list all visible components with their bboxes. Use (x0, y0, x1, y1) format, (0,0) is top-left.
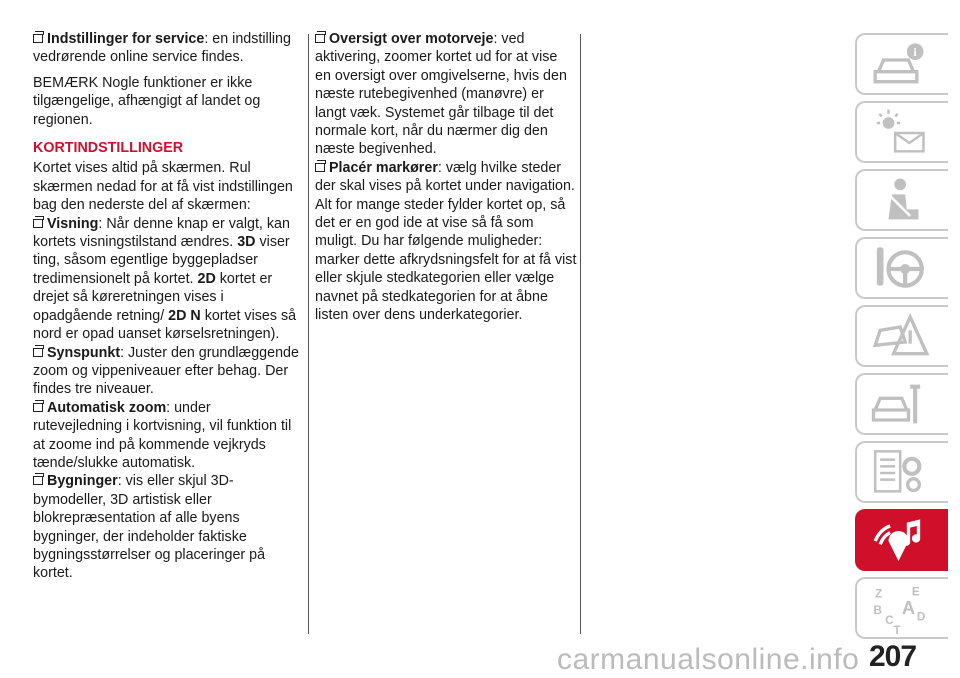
bullet-icon (33, 403, 43, 412)
autozoom-paragraph (33, 399, 299, 473)
warning-lights-icon (871, 108, 931, 158)
technical-data-icon (871, 448, 931, 498)
visning-2dn: 2D N (168, 307, 201, 324)
bullet-icon (33, 476, 43, 485)
service-label: Indstillinger for service (47, 31, 205, 47)
visning-text: : Når denne knap er valgt, kan kortets visningstilstand ændres. (33, 215, 290, 251)
maintenance-icon (871, 380, 931, 430)
tab-safety[interactable] (855, 169, 948, 231)
safety-seat-icon (871, 176, 931, 226)
markor-paragraph (315, 159, 577, 325)
steering-wheel-icon (871, 244, 931, 294)
tab-technical-data[interactable] (855, 441, 948, 503)
synspunkt-label: Synspunkt (47, 344, 121, 361)
bullet-icon (33, 348, 43, 357)
multimedia-icon (871, 516, 931, 566)
left-column (33, 30, 299, 583)
tab-car-info[interactable] (855, 33, 948, 95)
section-heading: KORTINDSTILLINGER (33, 140, 184, 157)
motorvej-text: : ved aktivering, zoomer kortet ud for at vise en oversigt over omgivelserne, hvis den næste rutebegivenhed (manøvre) er langt væk. Systemet går tilbage til det normale kort, når du nærmer dig den næste begivenhed. (315, 31, 567, 158)
autozoom-text: : under rutevejledning i kortvisning, vil funktion til at zoome ind på kommende vejkryds tænde/slukke automatisk. (33, 399, 292, 471)
index-letter: A (901, 597, 916, 618)
bygninger-label: Bygninger (47, 473, 118, 490)
tab-multimedia[interactable] (855, 509, 948, 571)
markor-text: : vælg hvilke steder der skal vises på kortet under navigation. Alt for mange steder fylder kortet op, så det er en god ide at vise så få som muligt. Du har følgende muligheder: marker dette afkrydsningsfelt for at få vist eller skjule stedkategorien eller vælge navnet på stedkategorien for at åbne listen over dens underkategorier. (315, 159, 577, 324)
markor-label: Placér markører (329, 159, 438, 176)
index-icon (871, 584, 931, 634)
index-letter: D (916, 610, 926, 624)
visning-text: viser ting, såsom egentlige byggepladser tredimensionelt på kortet. (33, 234, 290, 287)
bullet-icon (315, 34, 325, 43)
index-letter: Z (875, 587, 883, 601)
index-letter: B (873, 604, 882, 617)
page-number: 207 (869, 640, 917, 673)
column-divider (580, 34, 581, 634)
synspunkt-text: : Juster den grundlæggende zoom og vippeniveauer efter behag. Der findes tre niveauer. (33, 344, 299, 398)
column-divider (308, 34, 309, 634)
index-letter: T (893, 624, 901, 634)
tab-steering[interactable] (855, 237, 948, 299)
visning-paragraph (33, 215, 299, 344)
emergency-icon (871, 312, 931, 362)
bullet-icon (33, 219, 43, 228)
tab-emergency[interactable] (855, 305, 948, 367)
svg-text:i: i (913, 45, 917, 59)
motorvej-paragraph (315, 30, 577, 159)
visning-text: kortet vises så nord er opad uanset kørselsretningen). (33, 307, 297, 343)
bullet-icon (315, 163, 325, 172)
car-info-icon (871, 40, 931, 90)
bygninger-text: : vis eller skjul 3D-bymodeller, 3D artistisk eller blokrepræsentation af alle byens bygninger, der indeholder faktiske bygningsstørrelser og placeringer på kortet. (33, 473, 266, 582)
tab-index[interactable] (855, 577, 948, 639)
note-paragraph: BEMÆRK Nogle funktioner er ikke tilgængelige, afhængigt af landet og regionen. (33, 74, 261, 128)
tab-warning-lights[interactable] (855, 101, 948, 163)
autozoom-label: Automatisk zoom (47, 399, 167, 416)
bullet-icon (33, 34, 43, 43)
service-text: : en indstilling vedrørende online service findes. (33, 31, 291, 66)
index-letter: C (885, 614, 894, 627)
motorvej-label: Oversigt over motorveje (329, 31, 494, 47)
visning-label: Visning (47, 215, 99, 232)
service-paragraph (33, 30, 299, 67)
intro-paragraph: Kortet vises altid på skærmen. Rul skærmen nedad for at få vist indstillingen bag den nederste del af skærmen: (33, 160, 293, 214)
synspunkt-paragraph (33, 344, 299, 399)
visning-text: kortet er drejet så køreretningen vises i opadgående retning/ (33, 270, 273, 324)
visning-3d: 3D (237, 234, 256, 251)
bygninger-paragraph (33, 472, 299, 582)
visning-2d: 2D (197, 270, 216, 287)
index-letter: E (911, 585, 920, 599)
tab-maintenance[interactable] (855, 373, 948, 435)
watermark: carmanualsonline.info (557, 643, 860, 676)
right-column (315, 30, 577, 325)
